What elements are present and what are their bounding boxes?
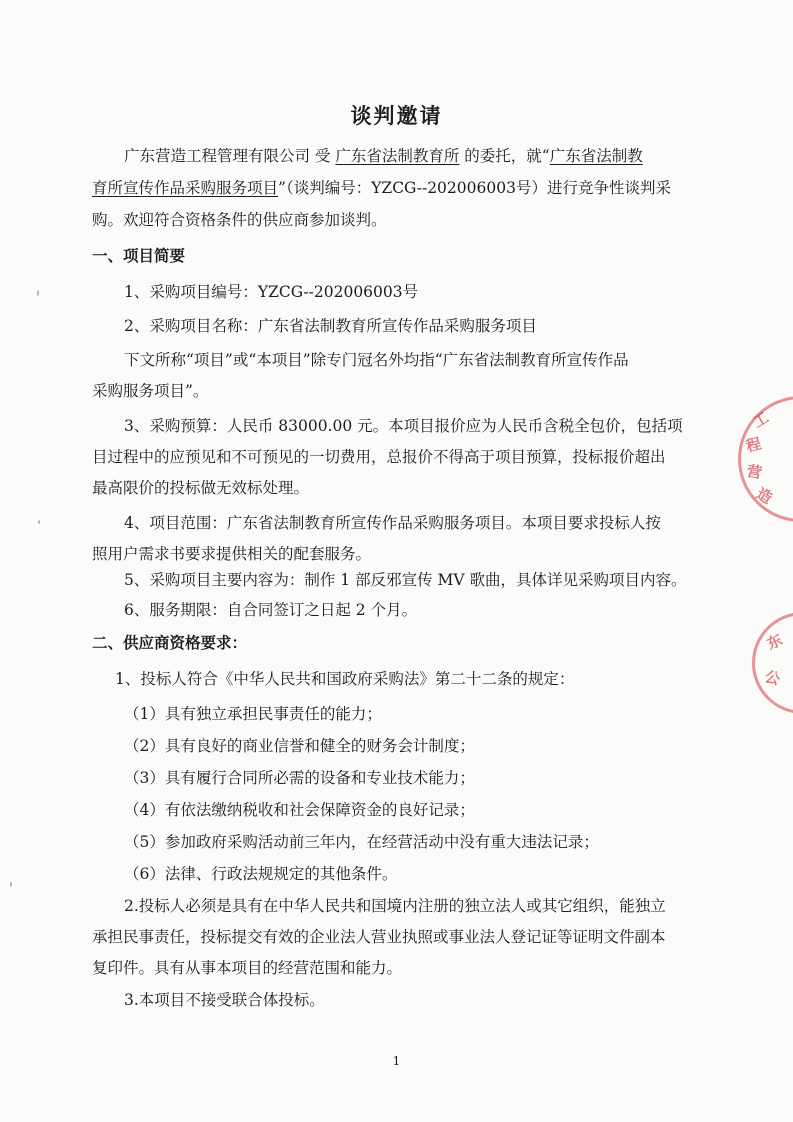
section2-req1: 1、投标人符合《中华人民共和国政府采购法》第二十二条的规定： bbox=[115, 670, 575, 688]
section2-sub3: （3）具有履行合同所必需的设备和专业技术能力； bbox=[124, 769, 475, 787]
section2-sub4: （4）有依法缴纳税收和社会保障资金的良好记录； bbox=[124, 801, 475, 819]
intro-entrust-text: 的委托，就“ bbox=[459, 147, 550, 165]
seal-char: 造 bbox=[753, 484, 776, 508]
section1-item3-line2: 目过程中的应预见和不可预见的一切费用，总报价不得高于项目预算，投标报价超出 bbox=[92, 448, 666, 466]
section1-note-line2: 采购服务项目”。 bbox=[92, 382, 209, 400]
intro-line-3: 购。欢迎符合资格条件的供应商参加谈判。 bbox=[92, 211, 387, 229]
section1-item4-line2: 照用户需求书要求提供相关的配套服务。 bbox=[92, 545, 372, 563]
seal-char: 程 bbox=[744, 434, 764, 456]
section1-item5: 5、采购项目主要内容为：制作 1 部反邪宣传 MV 歌曲，具体详见采购项目内容。 bbox=[124, 571, 687, 589]
section1-item3-line1: 3、采购预算：人民币 83000.00 元。本项目报价应为人民币含税全包价，包括项 bbox=[124, 417, 683, 435]
intro-project-name-cont: 育所宣传作品采购服务项目 bbox=[92, 179, 279, 197]
document-title: 谈判邀请 bbox=[350, 103, 443, 128]
scan-speck bbox=[38, 520, 40, 524]
section2-sub6: （6）法律、行政法规规定的其他条件。 bbox=[124, 865, 398, 883]
section2-heading: 二、供应商资格要求： bbox=[92, 633, 248, 652]
section1-item3-line3: 最高限价的投标做无效标处理。 bbox=[92, 479, 310, 497]
seal-char: 营 bbox=[745, 461, 764, 483]
section2-req2-line2: 承担民事责任，投标提交有效的企业法人营业执照或事业法人登记证等证明文件副本 bbox=[92, 928, 666, 946]
section1-note-line1: 下文所称“项目”或“本项目”除专门冠名外均指“广东省法制教育所宣传作品 bbox=[124, 351, 629, 369]
seal-char: 公 bbox=[762, 667, 782, 689]
intro-negotiation-number: ”（谈判编号：YZCG--202006003号）进行竞争性谈判采 bbox=[278, 179, 671, 197]
company-seal-upper bbox=[738, 396, 793, 522]
page-number: 1 bbox=[392, 1054, 401, 1068]
company-seal-lower bbox=[752, 612, 793, 714]
seal-char: 工 bbox=[749, 408, 772, 432]
seal-char: 东 bbox=[764, 630, 786, 654]
section1-item2: 2、采购项目名称：广东省法制教育所宣传作品采购服务项目 bbox=[124, 317, 537, 335]
section1-item1: 1、采购项目编号：YZCG--202006003号 bbox=[124, 283, 419, 301]
intro-line-1 bbox=[124, 146, 643, 166]
section2-sub1: （1）具有独立承担民事责任的能力； bbox=[124, 705, 382, 723]
section2-req2-line1: 2.投标人必须是具有在中华人民共和国境内注册的独立法人或其它组织，能独立 bbox=[124, 897, 666, 915]
section2-req2-line3: 复印件。具有从事本项目的经营范围和能力。 bbox=[92, 959, 403, 977]
intro-agency: 广东营造工程管理有限公司 受 bbox=[124, 147, 336, 165]
section2-sub5: （5）参加政府采购活动前三年内，在经营活动中没有重大违法记录； bbox=[124, 833, 599, 851]
section2-req3: 3.本项目不接受联合体投标。 bbox=[124, 991, 325, 1009]
section1-heading: 一、项目简要 bbox=[92, 246, 186, 265]
scan-speck bbox=[37, 290, 39, 296]
section2-sub2: （2）具有良好的商业信誉和健全的财务会计制度； bbox=[124, 737, 475, 755]
section1-item6: 6、服务期限：自合同签订之日起 2 个月。 bbox=[124, 601, 418, 619]
intro-line-2 bbox=[92, 178, 671, 198]
intro-client: 广东省法制教育所 bbox=[335, 147, 460, 165]
section1-item4-line1: 4、项目范围：广东省法制教育所宣传作品采购服务项目。本项目要求投标人按 bbox=[124, 514, 661, 532]
intro-project-name: 广东省法制教 bbox=[549, 147, 643, 165]
scan-speck bbox=[10, 882, 12, 887]
